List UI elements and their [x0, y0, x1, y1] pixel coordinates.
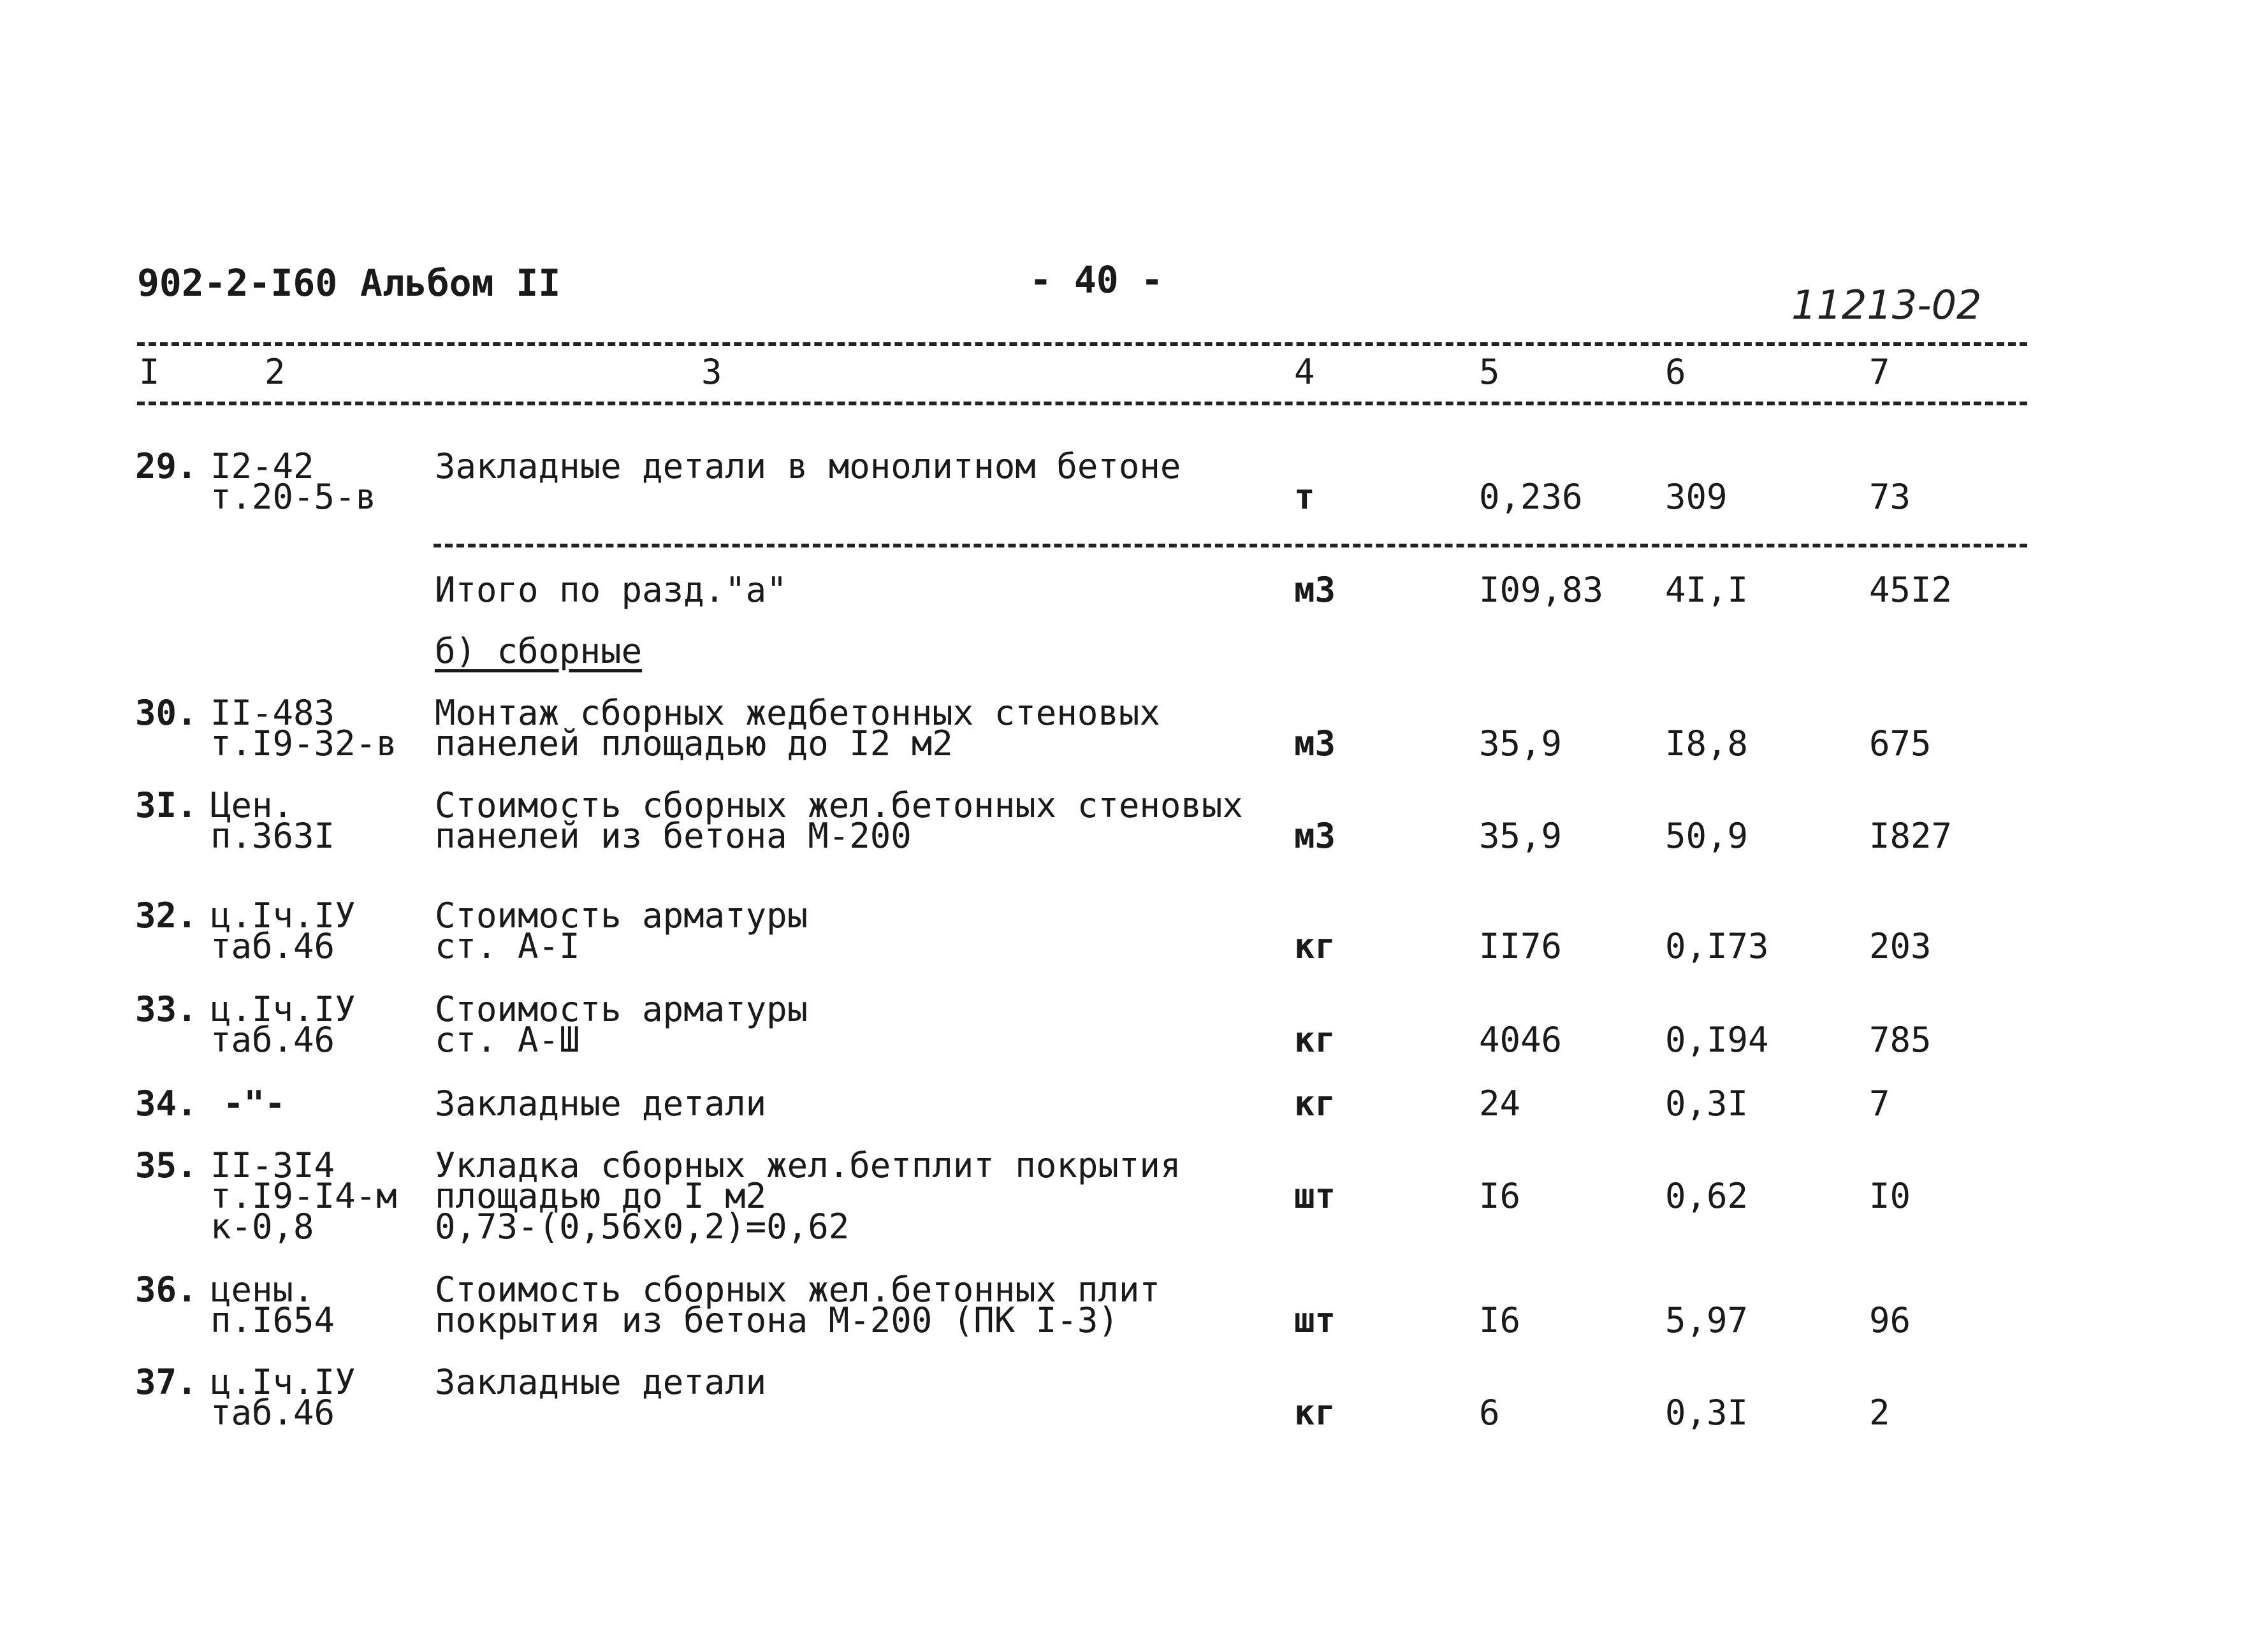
row-unit: кг — [1294, 1083, 1336, 1124]
row-price: 0,3I — [1665, 1393, 1749, 1433]
row-description: Стоимость арматуры — [435, 895, 808, 936]
row-number: 3I. — [135, 785, 198, 825]
row-description: Стоимость арматуры — [435, 989, 808, 1029]
handwritten-number: 11213-02 — [1791, 282, 1982, 328]
row-unit: кг — [1294, 1020, 1336, 1060]
row-total: 73 — [1869, 477, 1911, 517]
row-description: 0,73-(0,56х0,2)=0,62 — [435, 1206, 850, 1247]
row-description: панелей площадью до I2 м2 — [435, 723, 953, 764]
row-quantity: 0,236 — [1479, 477, 1583, 517]
row-ref-line: таб.46 — [210, 926, 335, 966]
row-total: 203 — [1869, 926, 1932, 966]
row-ref-line: ц.Iч.IУ — [210, 989, 356, 1029]
row-ref-line: таб.46 — [210, 1393, 335, 1433]
column-header-1: I — [139, 352, 160, 392]
row-quantity: 6 — [1479, 1393, 1500, 1433]
row-number: 29. — [135, 446, 198, 486]
subtotal-quantity: I09,83 — [1479, 570, 1604, 610]
row-price: 0,3I — [1665, 1083, 1749, 1124]
row-total: I827 — [1869, 816, 1953, 856]
row-price: 0,I73 — [1665, 926, 1769, 966]
row-number: 36. — [135, 1270, 198, 1310]
row-quantity: I6 — [1479, 1176, 1521, 1216]
row-price: I8,8 — [1665, 723, 1749, 764]
row-total: I0 — [1869, 1176, 1911, 1216]
row-price: 5,97 — [1665, 1300, 1749, 1340]
subtotal-unit: м3 — [1294, 570, 1336, 610]
row-total: 96 — [1869, 1300, 1911, 1340]
row-price: 309 — [1665, 477, 1728, 517]
header-top-divider — [137, 342, 2027, 346]
section-heading: б) сборные — [435, 631, 643, 671]
row-price: 0,I94 — [1665, 1020, 1769, 1060]
row-description: Укладка сборных жел.бетплит покрытия — [435, 1145, 1181, 1185]
row-ref-line: II-483 — [210, 693, 335, 733]
row-description: покрытия из бетона М-200 (ПК I-3) — [435, 1300, 1119, 1340]
row-number: 33. — [135, 989, 198, 1029]
column-header-2: 2 — [265, 352, 286, 392]
row-description: Стоимость сборных жел.бетонных стеновых — [435, 785, 1243, 825]
row-total: 785 — [1869, 1020, 1932, 1060]
row-unit: кг — [1294, 1393, 1336, 1433]
row-ref-line: п.363I — [210, 816, 335, 856]
row-quantity: I6 — [1479, 1300, 1521, 1340]
column-header-7: 7 — [1869, 352, 1890, 392]
row-unit: т — [1294, 477, 1315, 517]
row-number: 30. — [135, 693, 198, 733]
row-unit: шт — [1294, 1176, 1336, 1216]
row-ref-line: т.I9-I4-м — [210, 1176, 397, 1216]
column-header-4: 4 — [1294, 352, 1315, 392]
page-number: - 40 - — [1030, 258, 1163, 301]
row-description: Стоимость сборных жел.бетонных плит — [435, 1270, 1160, 1310]
row-total: 2 — [1869, 1393, 1890, 1433]
row-ref-line: Цен. — [210, 785, 294, 825]
row-price: 50,9 — [1665, 816, 1749, 856]
row-description: ст. А-I — [435, 926, 580, 966]
row-description: Монтаж сборных жедбетонных стеновых — [435, 693, 1160, 733]
row-number: 34. — [135, 1083, 198, 1124]
row-total: 675 — [1869, 723, 1932, 764]
row-price: 0,62 — [1665, 1176, 1749, 1216]
row-quantity: 4046 — [1479, 1020, 1562, 1060]
row-ref-line: I2-42 — [210, 446, 314, 486]
row-description: площадью до I м2 — [435, 1176, 767, 1216]
row-unit: шт — [1294, 1300, 1336, 1340]
row-description: панелей из бетона М-200 — [435, 816, 912, 856]
row-number: 37. — [135, 1362, 198, 1402]
subtotal-divider — [433, 544, 2027, 547]
row-quantity: 35,9 — [1479, 723, 1562, 764]
row-unit: кг — [1294, 926, 1336, 966]
row-ref-line: ц.Iч.IУ — [210, 1362, 356, 1402]
row-description: Закладные детали в монолитном бетоне — [435, 446, 1181, 486]
row-number: 35. — [135, 1145, 198, 1185]
row-quantity: 35,9 — [1479, 816, 1562, 856]
row-ref-line: т.20-5-в — [210, 477, 377, 517]
row-ref-line: -"- — [223, 1083, 286, 1124]
album-label: Альбом II — [360, 261, 561, 305]
row-ref-line: таб.46 — [210, 1020, 335, 1060]
row-quantity: II76 — [1479, 926, 1562, 966]
row-description: ст. А-Ш — [435, 1020, 580, 1060]
row-unit: м3 — [1294, 816, 1336, 856]
row-ref-line: II-3I4 — [210, 1145, 335, 1185]
subtotal-label: Итого по разд."а" — [435, 570, 787, 610]
row-description: Закладные детали — [435, 1362, 767, 1402]
row-ref-line: ц.Iч.IУ — [210, 895, 356, 936]
row-quantity: 24 — [1479, 1083, 1521, 1124]
header-bottom-divider — [137, 402, 2027, 405]
row-number: 32. — [135, 895, 198, 936]
document-code: 902-2-I60 — [137, 261, 338, 305]
row-ref-line: п.I654 — [210, 1300, 335, 1340]
subtotal-price: 4I,I — [1665, 570, 1749, 610]
column-header-5: 5 — [1479, 352, 1500, 392]
column-header-6: 6 — [1665, 352, 1686, 392]
row-unit: м3 — [1294, 723, 1336, 764]
subtotal-total: 45I2 — [1869, 570, 1953, 610]
row-ref-line: к-0,8 — [210, 1206, 314, 1247]
column-header-3: 3 — [701, 352, 722, 392]
row-description: Закладные детали — [435, 1083, 767, 1124]
row-total: 7 — [1869, 1083, 1890, 1124]
row-ref-line: т.I9-32-в — [210, 723, 397, 764]
row-ref-line: цены. — [210, 1270, 314, 1310]
